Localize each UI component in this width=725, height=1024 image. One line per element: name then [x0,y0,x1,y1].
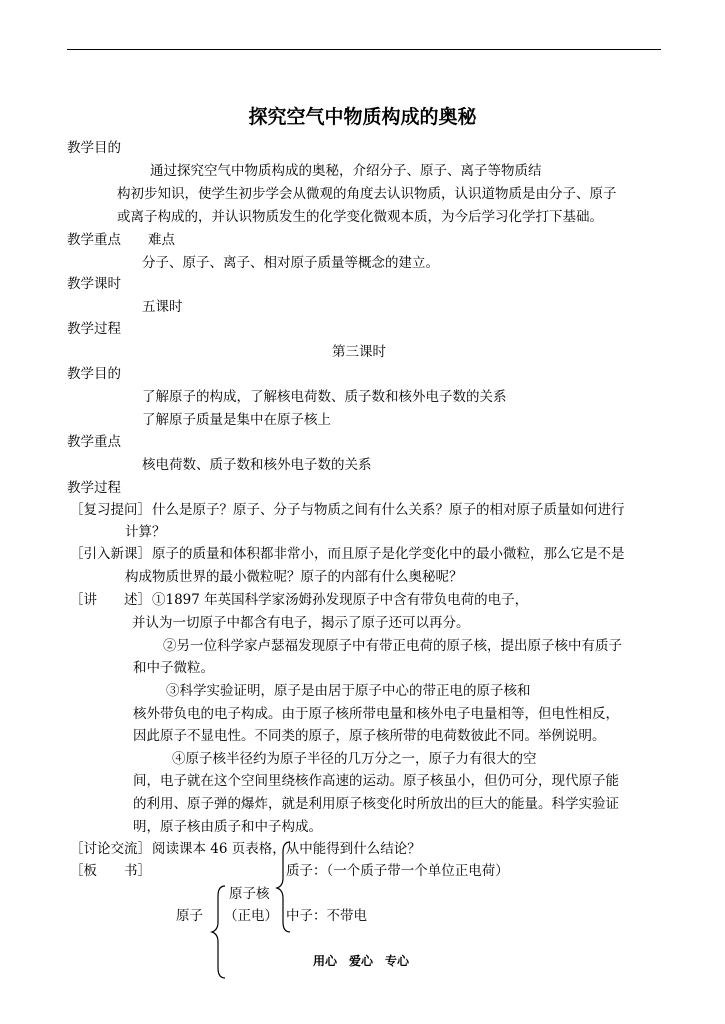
intro-tag: ［引入新课］ [70,546,151,562]
lesson-process-label: 教学过程 [67,480,121,496]
class-hours-label: 教学课时 [67,276,121,292]
discussion-tag: ［讨论交流］ [70,841,151,857]
lecture-p4-line-2: 间，电子就在这个空间里绕核作高速的运动。原子核虽小，但仍可分，现代原子能 [133,773,619,789]
intro-line-2: 构成物质世界的最小微粒呢？原子的内部有什么奥秘呢？ [125,569,463,585]
intro-line-1: 原子的质量和体积都非常小，而且原子是化学变化中的最小微粒，那么它是不是 [152,546,625,562]
document-title: 探究空气中物质构成的奥秘 [248,106,477,128]
lecture-p3-line-1: ③科学实验证明，原子是由居于原子中心的带正电的原子核和 [166,683,531,699]
board-tag: ［板 书］ [70,863,151,879]
lesson-heading: 第三课时 [332,344,386,360]
lecture-tag: ［讲 述］ [70,592,151,608]
review-line-2: 计算？ [125,524,166,540]
lesson-goal-line-1: 了解原子的构成，了解核电荷数、质子数和核外电子数的关系 [142,389,507,405]
lesson-key-content: 核电荷数、质子数和核外电子数的关系 [142,457,372,473]
lecture-p4-line-3: 的利用、原子弹的爆炸，就是利用原子核变化时所放出的巨大的能量。科学实验证 [133,796,619,812]
key-point-label: 教学重点 [67,232,121,248]
board-nucleus: 原子核 [229,886,270,902]
lecture-p2-line-2: 和中子微粒。 [133,660,214,676]
review-line-1: 什么是原子？原子、分子与物质之间有什么关系？原子的相对原子质量如何进行 [152,502,625,518]
lecture-p1-line-2: 并认为一切原子中都含有电子，揭示了原子还可以再分。 [132,615,470,631]
lesson-goal-line-2: 了解原子质量是集中在原子核上 [142,412,331,428]
teaching-goal-line-3: 或离子构成的，并认识物质发生的化学变化微观本质，为今后学习化学打下基础。 [117,209,603,225]
nucleus-brace [274,840,294,934]
lecture-p3-line-3: 因此原子不显电性。不同类的原子，原子核所带的电荷数彼此不同。举例说明。 [133,728,606,744]
lesson-goal-label: 教学目的 [67,366,121,382]
lecture-p4-line-1: ④原子核半径约为原子半径的几万分之一，原子力有很大的空 [172,751,537,767]
lecture-p4-line-4: 明，原子核由质子和中子构成。 [133,819,322,835]
difficulty-label: 难点 [148,232,175,248]
atom-brace [210,884,230,980]
teaching-goal-line-2: 构初步知识，使学生初步学会从微观的角度去认识物质，认识道物质是由分子、原子 [117,186,617,202]
footer-motto: 用心 爱心 专心 [313,954,410,968]
teaching-goal-label: 教学目的 [67,140,121,156]
board-nucleus-charge: （正电） [224,908,278,924]
lecture-p1-line-1: ①1897 年英国科学家汤姆孙发现原子中含有带负电荷的电子， [152,592,529,608]
lecture-p3-line-2: 核外带负电的电子构成。由于原子核所带电量和核外电子电量相等，但电性相反， [133,706,619,722]
class-hours-value: 五课时 [142,299,183,315]
discussion-text: 阅读课本 46 页表格，从中能得到什么结论？ [152,841,421,857]
teaching-process-label: 教学过程 [67,321,121,337]
teaching-goal-line-1: 通过探究空气中物质构成的奥秘，介绍分子、原子、离子等物质结 [150,163,542,179]
board-atom: 原子 [176,908,203,924]
board-neutron: 中子：不带电 [286,908,367,924]
lesson-key-label: 教学重点 [67,434,121,450]
key-point-content: 分子、原子、离子、相对原子质量等概念的建立。 [142,255,439,271]
lecture-p2-line-1: ②另一位科学家卢瑟福发现原子中有带正电荷的原子核，提出原子核中有质子 [163,638,622,654]
board-proton: 质子：（一个质子带一个单位正电荷） [286,863,509,879]
review-tag: ［复习提问］ [70,502,151,518]
header-rule [67,49,661,50]
